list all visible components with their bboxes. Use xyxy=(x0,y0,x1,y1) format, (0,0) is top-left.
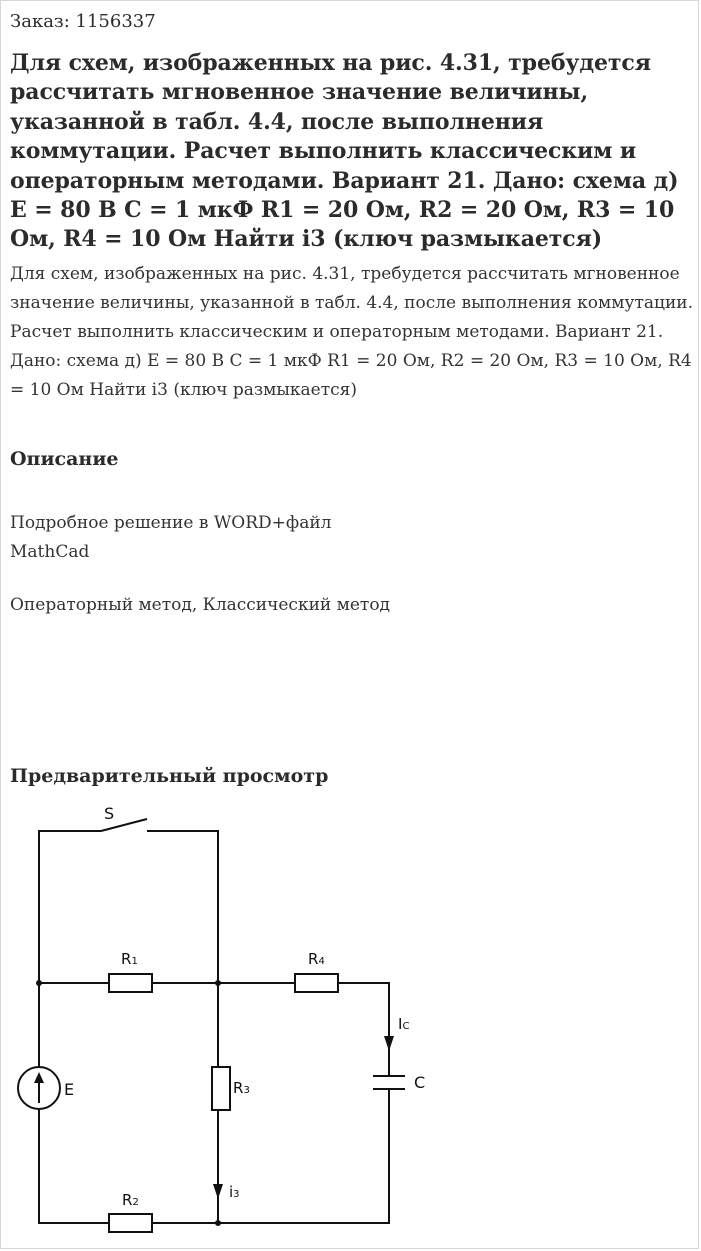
resistor-r4 xyxy=(295,974,338,992)
order-number: Заказ: 1156337 xyxy=(10,11,156,32)
r4-label-sub: 4 xyxy=(318,956,325,967)
circuit-diagram xyxy=(1,791,700,1250)
wire-top-left xyxy=(39,831,101,983)
r3-label-main: R xyxy=(233,1079,244,1097)
i3-label xyxy=(229,1183,240,1201)
page-title: Для схем, изображенных на рис. 4.31, требудется рассчитать мгновенное значение величины, указанной в табл. 4.4, после выполнения коммутации. Расчет выполнить классическим и операторным методами. Вариант 21. Дано: схема д) E = 80 В C = 1 мкФ R1 = 20 Ом, R2 = 20 Ом, R3 = 10 Ом, R4 = 10 Ом Найти i3 (ключ размыкается) xyxy=(10,50,679,253)
solution-info xyxy=(10,509,331,567)
preview-heading: Предварительный просмотр xyxy=(10,765,329,787)
ic-arrow xyxy=(384,1036,394,1051)
junction-left xyxy=(36,980,42,986)
r3-label-sub: 3 xyxy=(243,1085,250,1096)
ic-label xyxy=(398,1015,409,1033)
junction-middle xyxy=(215,980,221,986)
i3-label-main: i xyxy=(229,1183,234,1201)
r4-label xyxy=(308,950,325,968)
r1-label-sub: 1 xyxy=(131,956,138,967)
ic-label-sub: C xyxy=(402,1021,410,1032)
task-description: Для схем, изображенных на рис. 4.31, требудется рассчитать мгновенное значение величины, указанной в табл. 4.4, после выполнения коммутации. Расчет выполнить классическим и операторным методами. Вариант 21. Дано: схема д) E = 80 В C = 1 мкФ R1 = 20 Ом, R2 = 20 Ом, R3 = 10 Ом, R4 = 10 Ом Найти i3 (ключ размыкается) xyxy=(10,264,694,400)
switch-label: S xyxy=(104,804,115,823)
wire-top-right xyxy=(147,831,218,983)
resistor-r2 xyxy=(109,1214,152,1232)
r2-label-main: R xyxy=(122,1191,133,1209)
methods-list: Операторный метод, Классический метод xyxy=(10,595,391,615)
junction-bottom xyxy=(215,1220,221,1226)
r4-label-main: R xyxy=(308,950,319,968)
i3-arrow xyxy=(213,1184,223,1199)
ic-label-main: I xyxy=(398,1015,403,1033)
resistor-r1 xyxy=(109,974,152,992)
r3-label xyxy=(233,1079,250,1097)
r1-label-main: R xyxy=(121,950,132,968)
description-heading: Описание xyxy=(10,448,119,470)
source-label: E xyxy=(64,1080,75,1099)
solution-line-word: Подробное решение в WORD+файл xyxy=(10,513,332,533)
wire-cap-bottom xyxy=(218,1089,389,1223)
capacitor-label: C xyxy=(414,1073,426,1092)
wire-source-bottom xyxy=(39,1109,109,1223)
i3-label-sub: 3 xyxy=(233,1189,240,1200)
solution-line-mathcad: MathCad xyxy=(10,542,90,562)
r2-label-sub: 2 xyxy=(132,1197,139,1208)
resistor-r3 xyxy=(212,1067,230,1110)
r1-label xyxy=(121,950,138,968)
r2-label xyxy=(122,1191,139,1209)
wire-r4-cap xyxy=(338,983,389,1076)
source-arrow-head xyxy=(34,1072,44,1083)
